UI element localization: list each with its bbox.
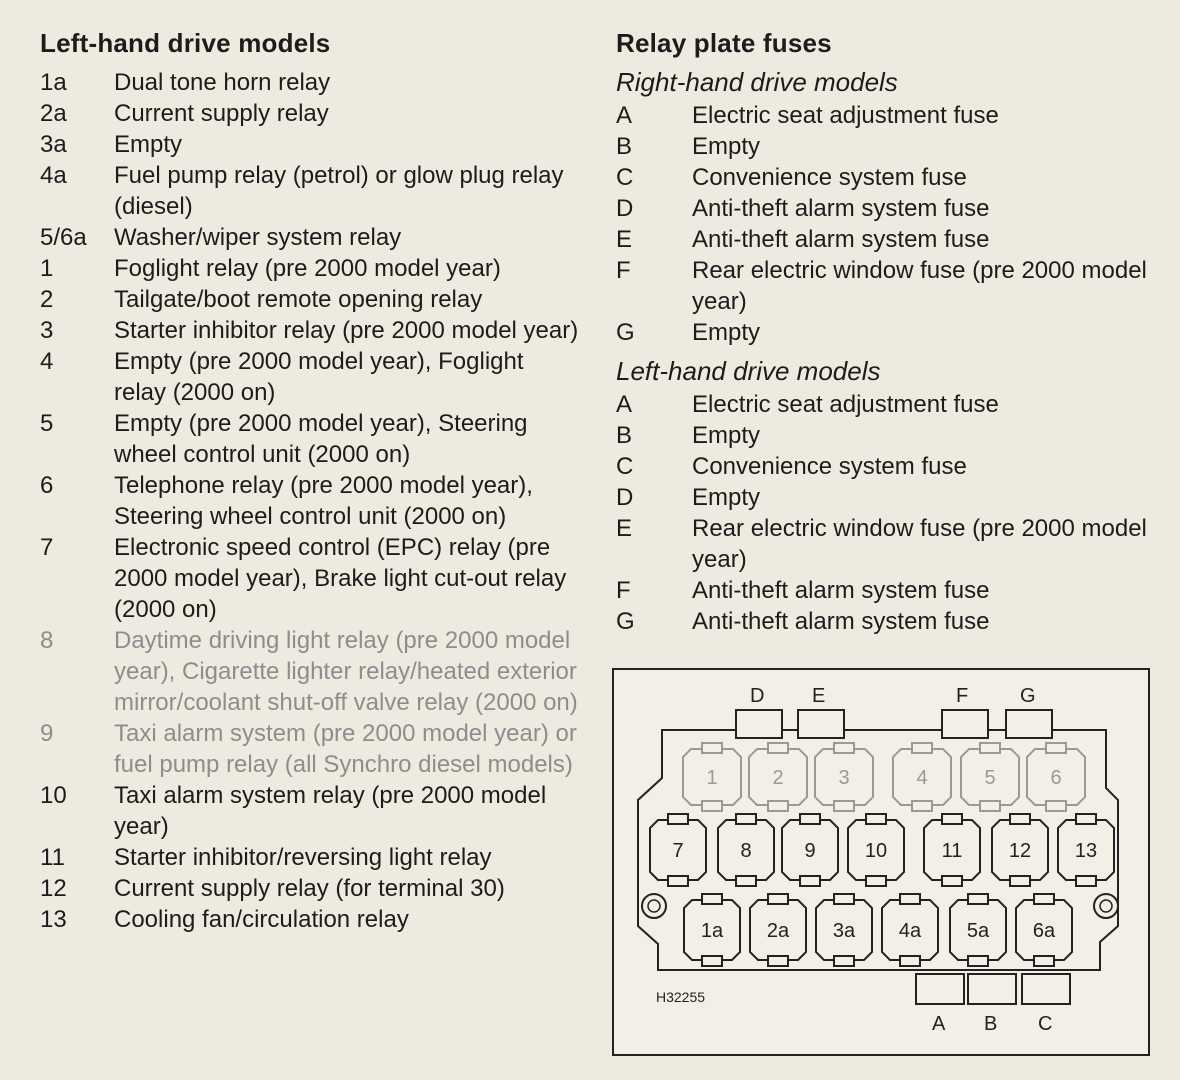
list-item — [40, 532, 580, 625]
relay-tab — [768, 894, 788, 904]
list-item — [616, 606, 1156, 637]
relay-label: 2a — [766, 920, 790, 942]
relay-plate-fuses-heading: Relay plate fuses — [616, 28, 832, 58]
item-text: Anti-theft alarm system fuse — [692, 195, 990, 222]
relay-tab — [702, 956, 722, 966]
relay-label: 5 — [984, 767, 996, 789]
relay-tab — [980, 743, 1000, 753]
item-text: Dual tone horn relay — [114, 69, 331, 96]
item-text: Empty — [692, 319, 761, 346]
list-item — [40, 160, 580, 222]
item-text: Cooling fan/circulation relay — [114, 906, 409, 933]
list-item — [616, 389, 1156, 420]
relay-tab — [768, 743, 788, 753]
fuse-F — [942, 710, 988, 738]
item-key: G — [616, 608, 635, 635]
relay-label: 4 — [916, 767, 928, 789]
relay-tab — [942, 814, 962, 824]
item-key: D — [616, 484, 634, 511]
fuse-B — [968, 974, 1016, 1004]
relay-tab — [668, 876, 688, 886]
fuse-label: E — [812, 685, 826, 707]
item-text: Empty — [692, 422, 761, 449]
list-item — [40, 67, 580, 98]
list-item — [40, 346, 580, 408]
relay-label: 5a — [966, 920, 990, 942]
item-text: Washer/wiper system relay — [114, 224, 402, 251]
item-key: 2a — [40, 100, 67, 127]
list-item — [40, 718, 580, 780]
fuse-D — [736, 710, 782, 738]
relay-tab — [668, 814, 688, 824]
item-key: A — [616, 391, 633, 418]
relay-tab — [866, 876, 886, 886]
item-key: 13 — [40, 906, 67, 933]
item-text: Electric seat adjustment fuse — [692, 391, 999, 418]
list-item — [40, 129, 580, 160]
item-key: F — [616, 257, 631, 284]
relay-tab — [834, 743, 854, 753]
list-item — [616, 224, 1156, 255]
diagram-code: H32255 — [656, 989, 706, 1005]
relay-tab — [1046, 801, 1066, 811]
item-key: G — [616, 319, 635, 346]
relay-label: 4a — [898, 920, 922, 942]
list-item — [40, 470, 580, 532]
relay-tab — [1076, 814, 1096, 824]
relay-label: 6 — [1050, 767, 1062, 789]
item-text: Empty — [114, 131, 183, 158]
list-item — [40, 904, 580, 935]
item-key: 4a — [40, 162, 67, 189]
item-text: Taxi alarm system (pre 2000 model year) or fuel pump relay (all Synchro diesel models) — [114, 720, 577, 778]
item-text: Electric seat adjustment fuse — [692, 102, 999, 129]
fuse-C — [1022, 974, 1070, 1004]
lhd-relay-list — [40, 67, 580, 935]
list-item — [616, 482, 1156, 513]
relay-label: 6a — [1032, 920, 1056, 942]
item-text: Telephone relay (pre 2000 model year), Steering wheel control unit (2000 on) — [114, 472, 533, 530]
item-text: Current supply relay — [114, 100, 329, 127]
item-text: Electronic speed control (EPC) relay (pre 2000 model year), Brake light cut-out relay (2000 on) — [114, 534, 567, 623]
fuse-label: C — [1038, 1013, 1053, 1035]
item-text: Fuel pump relay (petrol) or glow plug relay (diesel) — [114, 162, 564, 220]
relay-tab — [866, 814, 886, 824]
relay-tab — [968, 894, 988, 904]
relay-label: 3 — [838, 767, 850, 789]
fuse-G — [1006, 710, 1052, 738]
item-key: 11 — [40, 844, 65, 871]
item-text: Empty — [692, 484, 761, 511]
item-key: 8 — [40, 627, 54, 654]
relay-label: 10 — [864, 840, 888, 862]
relay-tab — [768, 956, 788, 966]
list-item — [616, 162, 1156, 193]
lhd-fuse-list — [616, 389, 1156, 637]
list-item — [40, 780, 580, 842]
item-text: Current supply relay (for terminal 30) — [114, 875, 505, 902]
item-text: Empty (pre 2000 model year), Steering wheel control unit (2000 on) — [114, 410, 528, 468]
relay-tab — [1076, 876, 1096, 886]
relay-label: 1 — [706, 767, 718, 789]
relay-tab — [834, 894, 854, 904]
relay-tab — [834, 956, 854, 966]
item-key: E — [616, 226, 633, 253]
relay-tab — [702, 894, 722, 904]
item-key: 12 — [40, 875, 67, 902]
list-item — [40, 842, 580, 873]
mounting-bolt — [1094, 894, 1118, 918]
relay-tab — [968, 956, 988, 966]
relay-tab — [942, 876, 962, 886]
item-key: A — [616, 102, 633, 129]
fuse-label: F — [956, 685, 969, 707]
relay-label: 8 — [740, 840, 752, 862]
relay-tab — [834, 801, 854, 811]
relay-tab — [1010, 876, 1030, 886]
item-key: 5/6a — [40, 224, 87, 251]
item-key: 4 — [40, 348, 54, 375]
relay-tab — [912, 801, 932, 811]
item-text: Foglight relay (pre 2000 model year) — [114, 255, 501, 282]
list-item — [40, 408, 580, 470]
item-key: 9 — [40, 720, 54, 747]
list-item — [616, 131, 1156, 162]
item-key: C — [616, 453, 634, 480]
item-key: 3 — [40, 317, 54, 344]
item-text: Rear electric window fuse (pre 2000 model year) — [692, 257, 1147, 315]
relay-tab — [1046, 743, 1066, 753]
relay-tab — [702, 743, 722, 753]
item-key: F — [616, 577, 631, 604]
list-item — [40, 98, 580, 129]
item-text: Convenience system fuse — [692, 453, 967, 480]
item-key: E — [616, 515, 633, 542]
relay-label: 1a — [700, 920, 724, 942]
list-item — [40, 315, 580, 346]
list-item — [40, 222, 580, 253]
list-item — [616, 317, 1156, 348]
list-item — [40, 625, 580, 718]
relay-label: 9 — [804, 840, 816, 862]
item-key: 1 — [40, 255, 54, 282]
relay-tab — [768, 801, 788, 811]
item-key: B — [616, 133, 633, 160]
relay-tab — [900, 894, 920, 904]
item-text: Empty (pre 2000 model year), Foglight relay (2000 on) — [114, 348, 524, 406]
rhd-subheading: Right-hand drive models — [616, 67, 898, 97]
mounting-bolt-inner — [648, 900, 660, 912]
list-item — [616, 575, 1156, 606]
item-text: Convenience system fuse — [692, 164, 967, 191]
item-text: Starter inhibitor relay (pre 2000 model year) — [114, 317, 579, 344]
relay-plate-diagram — [612, 668, 1150, 1056]
lhd-subheading: Left-hand drive models — [616, 356, 881, 386]
relay-tab — [736, 876, 756, 886]
list-item — [616, 100, 1156, 131]
relay-tab — [800, 876, 820, 886]
item-text: Anti-theft alarm system fuse — [692, 577, 990, 604]
relay-label: 12 — [1008, 840, 1032, 862]
fuse-A — [916, 974, 964, 1004]
item-key: 6 — [40, 472, 54, 499]
fuse-label: D — [750, 685, 765, 707]
item-text: Daytime driving light relay (pre 2000 model year), Cigarette lighter relay/heated exterior mirror/coolant shut-off valve relay (2000 on) — [114, 627, 578, 716]
relay-label: 2 — [772, 767, 784, 789]
mounting-bolt — [642, 894, 666, 918]
fuse-label: G — [1020, 685, 1036, 707]
relay-tab — [702, 801, 722, 811]
item-key: 2 — [40, 286, 54, 313]
list-item — [616, 255, 1156, 317]
item-text: Starter inhibitor/reversing light relay — [114, 844, 492, 871]
relay-label: 7 — [672, 840, 684, 862]
item-key: C — [616, 164, 634, 191]
relay-tab — [736, 814, 756, 824]
list-item — [616, 420, 1156, 451]
relay-label: 11 — [941, 840, 963, 862]
list-item — [616, 193, 1156, 224]
relay-tab — [1010, 814, 1030, 824]
fuse-E — [798, 710, 844, 738]
relay-tab — [900, 956, 920, 966]
item-key: 10 — [40, 782, 67, 809]
item-key: 5 — [40, 410, 54, 437]
mounting-bolt-inner — [1100, 900, 1112, 912]
list-item — [616, 513, 1156, 575]
item-text: Empty — [692, 133, 761, 160]
relay-label: 13 — [1074, 840, 1098, 862]
item-key: D — [616, 195, 634, 222]
relay-tab — [1034, 956, 1054, 966]
relay-label: 3a — [832, 920, 856, 942]
item-key: 1a — [40, 69, 67, 96]
list-item — [40, 284, 580, 315]
relay-tab — [800, 814, 820, 824]
item-text: Rear electric window fuse (pre 2000 model year) — [692, 515, 1147, 573]
item-text: Tailgate/boot remote opening relay — [114, 286, 483, 313]
item-key: B — [616, 422, 633, 449]
item-text: Anti-theft alarm system fuse — [692, 608, 990, 635]
list-item — [616, 451, 1156, 482]
item-text: Taxi alarm system relay (pre 2000 model year) — [114, 782, 547, 840]
fuse-label: A — [932, 1013, 946, 1035]
lhd-relays-heading: Left-hand drive models — [40, 28, 331, 58]
left-column — [40, 28, 580, 935]
list-item — [40, 873, 580, 904]
relay-plate-drawing — [614, 670, 1148, 1054]
item-text: Anti-theft alarm system fuse — [692, 226, 990, 253]
rhd-fuse-list — [616, 100, 1156, 348]
relay-tab — [912, 743, 932, 753]
right-column — [616, 28, 1156, 637]
list-item — [40, 253, 580, 284]
relay-tab — [1034, 894, 1054, 904]
item-key: 7 — [40, 534, 54, 561]
item-key: 3a — [40, 131, 67, 158]
fuse-label: B — [984, 1013, 998, 1035]
relay-tab — [980, 801, 1000, 811]
